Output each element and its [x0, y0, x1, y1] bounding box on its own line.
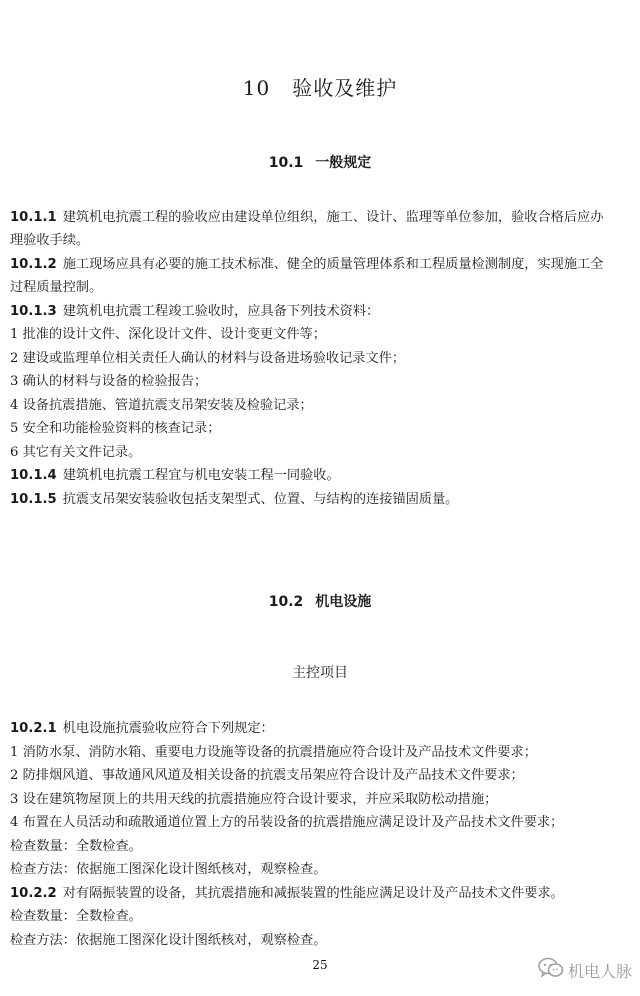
list-item	[10, 811, 632, 834]
clause-number: 10.1.5	[10, 492, 57, 507]
watermark-text: 机电人脉	[568, 961, 633, 981]
check-quantity	[10, 905, 632, 928]
clause-line	[10, 253, 632, 276]
list-item	[10, 323, 632, 346]
check-quantity	[10, 835, 632, 858]
section-number: 10.1	[268, 155, 304, 171]
clause-text: 抗震支吊架安装验收包括支架型式、位置、与结构的连接锚固质量。	[62, 492, 459, 507]
clause-line	[10, 488, 632, 511]
clause-text: 理验收手续。	[10, 233, 90, 248]
clause-text: 3 设在建筑物屋顶上的共用天线的抗震措施应符合设计要求，并应采取防松动措施；	[10, 792, 498, 807]
list-item	[10, 347, 632, 370]
list-item	[10, 394, 632, 417]
clause-number: 10.2.2	[10, 886, 57, 901]
clause-text: 检查数量：全数检查。	[10, 909, 142, 924]
clause-text: 1 批准的设计文件、深化设计文件、设计变更文件等；	[10, 327, 326, 342]
clause-text: 建筑机电抗震工程宜与机电安装工程一同验收。	[62, 468, 340, 483]
list-item	[10, 370, 632, 393]
clause-line	[10, 464, 632, 487]
clause-text: 检查方法：依据施工图深化设计图纸核对，观察检查。	[10, 933, 327, 948]
clause-text: 建筑机电抗震工程的验收应由建设单位组织，施工、设计、监理等单位参加，验收合格后应办	[62, 210, 604, 225]
clause-line	[10, 229, 632, 252]
check-method	[10, 858, 632, 881]
chapter-title-text: 验收及维护	[292, 76, 398, 100]
watermark	[538, 957, 632, 983]
chapter-title	[0, 72, 640, 101]
clause-line	[10, 717, 632, 740]
chapter-number: 10	[242, 76, 271, 100]
clause-text: 4 布置在人员活动和疏散通道位置上方的吊装设备的抗震措施应满足设计及产品技术文件要求；	[10, 815, 564, 830]
page-number: 25	[312, 958, 328, 972]
clause-text: 机电设施抗震验收应符合下列规定：	[62, 721, 274, 736]
subheading: 主控项目	[292, 665, 348, 681]
clause-text: 4 设备抗震措施、管道抗震支吊架安装及检验记录；	[10, 398, 313, 413]
clause-text: 建筑机电抗震工程竣工验收时，应具备下列技术资料：	[62, 304, 380, 319]
section-title	[0, 152, 640, 172]
clause-text: 5 安全和功能检验资料的核查记录；	[10, 421, 221, 436]
clause-text: 检查数量：全数检查。	[10, 839, 142, 854]
clause-text: 6 其它有关文件记录。	[10, 445, 142, 460]
clause-line	[10, 206, 632, 229]
clause-text: 检查方法：依据施工图深化设计图纸核对，观察检查。	[10, 862, 327, 877]
clause-number: 10.1.2	[10, 257, 57, 272]
section-title-text: 机电设施	[315, 594, 372, 610]
list-item	[10, 741, 632, 764]
clause-text: 过程质量控制。	[10, 280, 103, 295]
section-title-text: 一般规定	[315, 155, 372, 171]
list-item	[10, 788, 632, 811]
clause-number: 10.1.1	[10, 210, 57, 225]
clause-text: 2 建设或监理单位相关责任人确认的材料与设备进场验收记录文件；	[10, 351, 406, 366]
clause-text: 3 确认的材料与设备的检验报告；	[10, 374, 208, 389]
list-item	[10, 764, 632, 787]
clause-text: 1 消防水泵、消防水箱、重要电力设施等设备的抗震措施应符合设计及产品技术文件要求；	[10, 745, 537, 760]
clause-number: 10.1.4	[10, 468, 57, 483]
clause-text: 2 防排烟风道、事故通风风道及相关设备的抗震支吊架应符合设计及产品技术文件要求；	[10, 768, 524, 783]
wechat-icon	[538, 957, 564, 983]
section-title	[0, 591, 640, 611]
list-item	[10, 441, 632, 464]
clause-text: 施工现场应具有必要的施工技术标准、健全的质量管理体系和工程质量检测制度，实现施工全	[62, 257, 604, 272]
clause-text: 对有隔振装置的设备，其抗震措施和减振装置的性能应满足设计及产品技术文件要求。	[62, 886, 564, 901]
list-item	[10, 417, 632, 440]
section-number: 10.2	[268, 594, 304, 610]
clause-line	[10, 300, 632, 323]
check-method	[10, 929, 632, 952]
clause-line	[10, 276, 632, 299]
clause-number: 10.1.3	[10, 304, 57, 319]
clause-line	[10, 882, 632, 905]
clause-number: 10.2.1	[10, 721, 57, 736]
